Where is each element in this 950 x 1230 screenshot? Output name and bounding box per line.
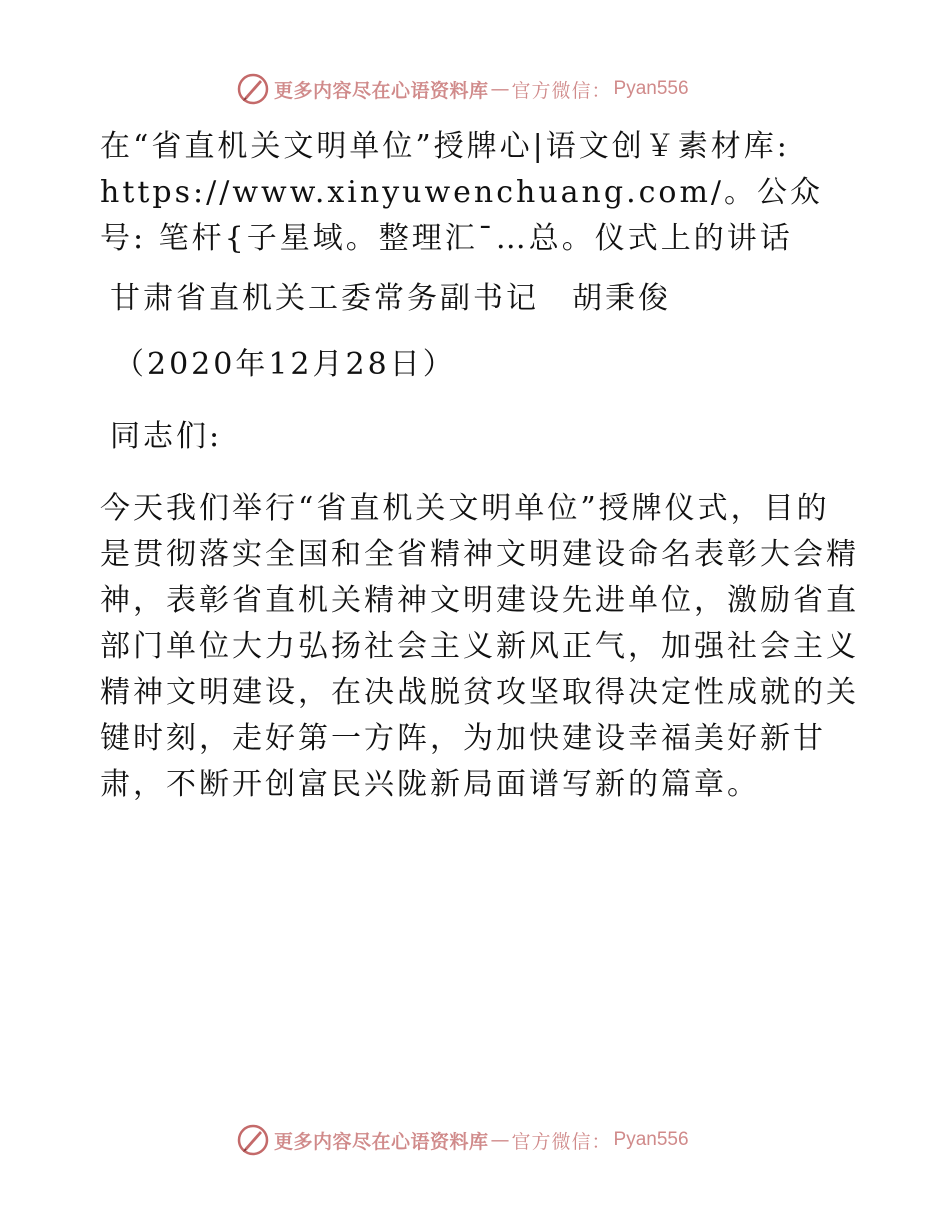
document-body [100,124,860,808]
watermark-site-text: 更多内容尽在心语资料库 [274,79,489,102]
bottom-watermark-banner [236,1123,689,1157]
watermark-wechat-id: Pyan556 [613,78,689,99]
document-paragraph: 今天我们举行“省直机关文明单位”授牌仪式，目的是贯彻落实全国和全省精神文明建设命名表彰大会精神，表彰省直机关精神文明建设先进单位，激励省直部门单位大力弘扬社会主义新风正气，加强社会主义精神文明建设，在决战脱贫攻坚取得决定性成就的关键时刻，走好第一方阵，为加快建设幸福美好新甘肃，不断开创富民兴陇新局面谱写新的篇章。 [100,491,859,802]
top-watermark-banner [236,72,689,106]
watermark-site-text: 更多内容尽在心语资料库 [274,1130,489,1153]
quill-pen-icon [236,1123,270,1157]
document-intro: 在“省直机关文明单位”授牌心|语文创￥素材库: https://www.xinyuwenchuang.com/。公众号: 笔杆{子星域。整理汇¯…总。仪式上的讲话 [100,129,824,256]
quill-pen-icon [236,72,270,106]
watermark-wechat-label: 官方微信： [511,1130,612,1153]
document-author: 甘肃省直机关工委常务副书记 胡秉俊 [110,281,671,316]
watermark-dash: — [490,1129,510,1151]
watermark-wechat-label: 官方微信： [511,79,612,102]
watermark-wechat-id: Pyan556 [613,1129,689,1150]
document-greeting: 同志们: [110,419,223,454]
document-date: （2020年12月28日） [114,347,456,382]
watermark-dash: — [490,78,510,100]
